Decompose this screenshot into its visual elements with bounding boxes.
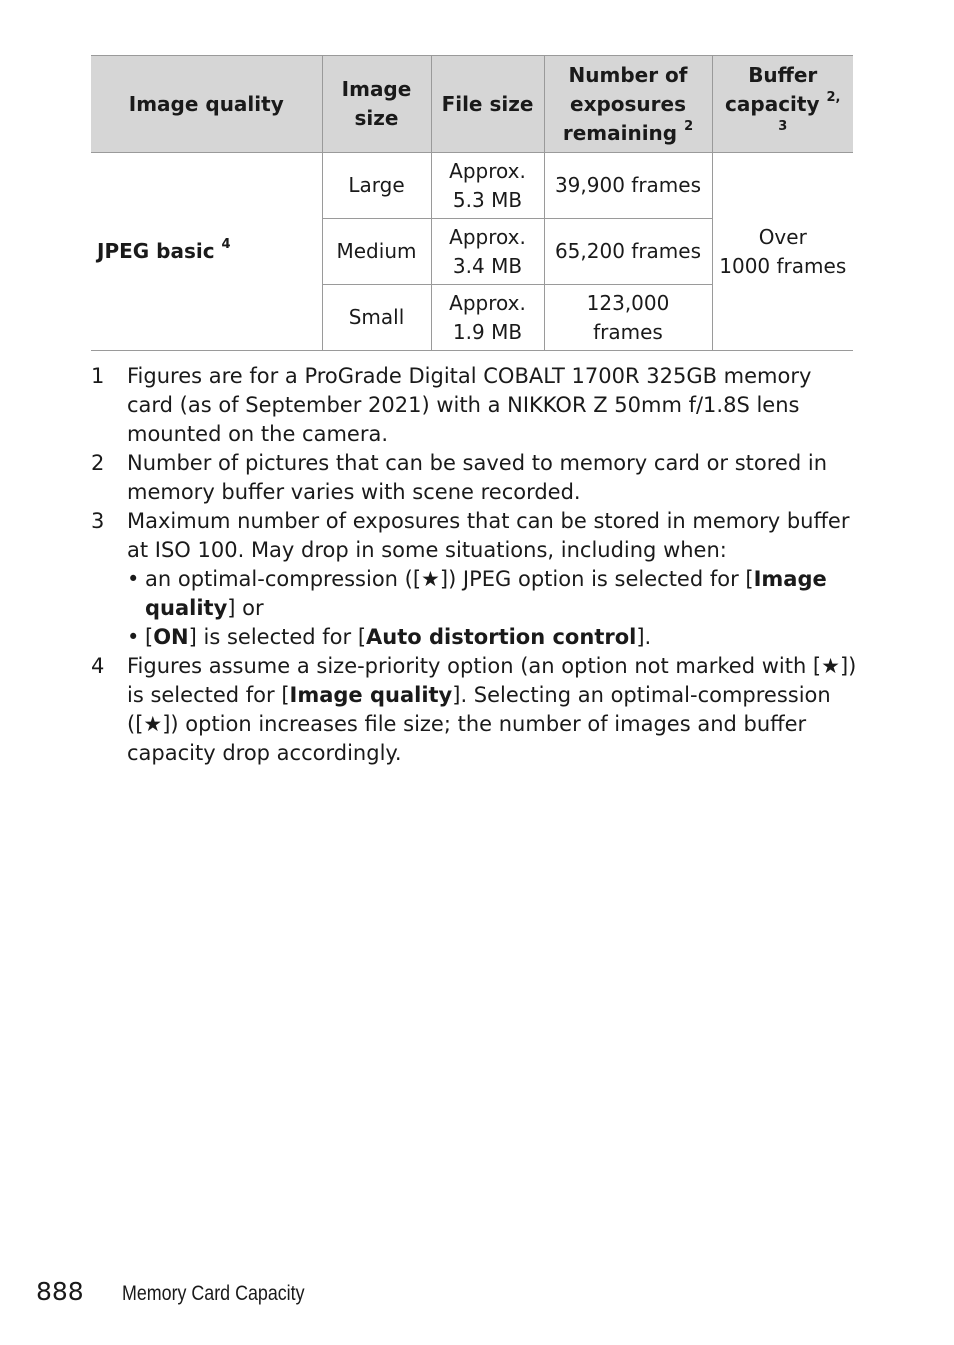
- cell-image-size: Small: [322, 285, 431, 351]
- cell-buffer-capacity: Over 1000 frames: [712, 153, 853, 351]
- footnote-1: 1 Figures are for a ProGrade Digital COBALT 1700R 325GB memory card (as of September 2021) with a NIKKOR Z 50mm f/1.8S lens mounted on the camera.: [91, 364, 812, 446]
- capacity-table: [91, 55, 853, 351]
- bullet-icon: •: [127, 625, 140, 649]
- header-buffer-capacity: Buffer capacity $^{2, 3}$: [712, 56, 853, 153]
- header-image-size: Image size: [322, 56, 431, 153]
- table-row: [91, 153, 853, 219]
- cell-image-size: Large: [322, 153, 431, 219]
- footnote-ref: 2, 3: [778, 89, 841, 134]
- footnotes: [91, 362, 861, 768]
- footnote-ref: 4: [221, 237, 231, 253]
- footnote-bullet: • [ON] is selected for [Auto distortion control].: [127, 623, 861, 652]
- header-exposures-remaining: Number of exposures remaining $^2$: [544, 56, 712, 153]
- bullet-icon: •: [127, 567, 140, 591]
- cell-file-size: Approx. 3.4 MB: [431, 219, 544, 285]
- header-file-size: File size: [431, 56, 544, 153]
- page-footer: [36, 1277, 336, 1306]
- footnote-4: 4 Figures assume a size-priority option (an option not marked with [★]) is selected for [Image quality]. Selecting an optimal-compression ([★]) option increases file size; the number of images and buffer capacity drop accordingly.: [91, 654, 857, 765]
- footnote-2: 2 Number of pictures that can be saved to memory card or stored in memory buffer varies with scene recorded.: [91, 451, 828, 504]
- footnote-bullet: • an optimal-compression ([★]) JPEG option is selected for [Image quality] or: [127, 565, 861, 623]
- cell-exposures: 39,900 frames: [544, 153, 712, 219]
- page-number: 888: [36, 1277, 84, 1306]
- cell-image-quality: JPEG basic $^4$: [91, 153, 322, 351]
- footnote-3: 3 Maximum number of exposures that can be stored in memory buffer at ISO 100. May drop in some situations, including when: • an optimal-compression ([★]) JPEG option is selected for [Image quality] or • [ON] is selected for [Auto distortion control].: [91, 507, 861, 652]
- cell-file-size: Approx. 1.9 MB: [431, 285, 544, 351]
- header-image-quality: Image quality: [91, 56, 322, 153]
- footnote-ref: 2: [684, 118, 694, 134]
- cell-exposures: 123,000 frames: [544, 285, 712, 351]
- section-title: Memory Card Capacity: [121, 1282, 305, 1305]
- cell-exposures: 65,200 frames: [544, 219, 712, 285]
- cell-image-size: Medium: [322, 219, 431, 285]
- cell-file-size: Approx. 5.3 MB: [431, 153, 544, 219]
- table-header-row: [91, 56, 853, 153]
